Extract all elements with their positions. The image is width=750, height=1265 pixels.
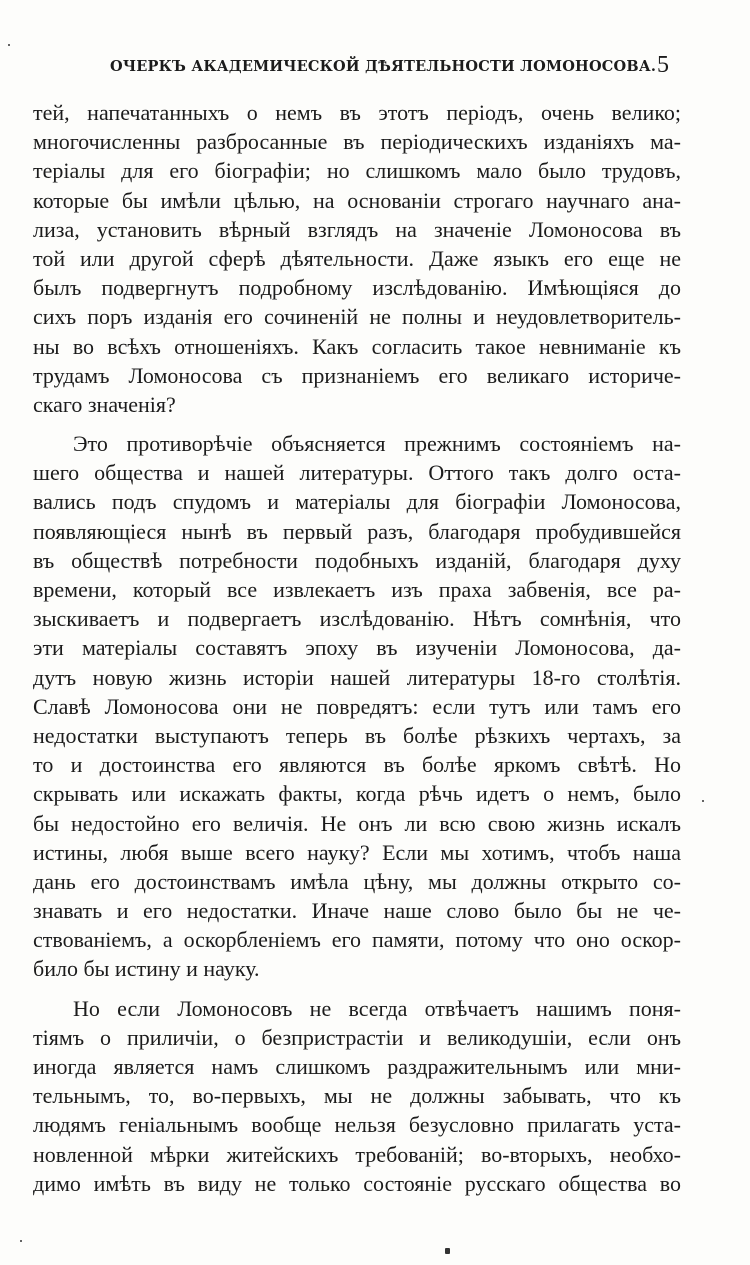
paragraph-2 [33,429,681,984]
text-line: тей, напечатанныхъ о немъ въ этотъ періодъ, очень велико; [33,100,681,125]
paragraph-1 [33,98,681,419]
text-line: знавать и его недостатки. Иначе наше слово было бы не че- [33,898,681,924]
running-title: ОЧЕРКЪ АКАДЕМИЧЕСКОЙ ДѢЯТЕЛЬНОСТИ ЛОМОНОСОВА. [110,58,657,75]
text-line: недостатки выступаютъ теперь въ болѣе рѣзкихъ чертахъ, за [33,722,681,748]
print-speck [8,44,10,46]
text-line: теріалы для его біографіи; но слишкомъ мало было трудовъ, [33,158,681,184]
paragraph-3 [33,994,681,1198]
text-line: новленной мѣрки житейскихъ требованій; во-вторыхъ, необхо- [33,1141,681,1167]
text-line: скаго значенія? [33,391,176,417]
text-line: Славѣ Ломоносова они не повредятъ: если тутъ или тамъ его [33,693,681,719]
text-line: тіямъ о приличіи, о безпристрастіи и великодушіи, если онъ [33,1024,681,1050]
text-line: въ обществѣ потребности подобныхъ изданій, благодаря духу [33,547,681,573]
text-line: Но если Ломоносовъ не всегда отвѣчаетъ нашимъ поня- [73,995,681,1021]
print-speck [702,800,704,802]
text-line: зыскиваетъ и подвергаетъ изслѣдованію. Нѣтъ сомнѣнія, что [33,606,681,632]
text-line: многочисленны разбросанные въ періодическихъ изданіяхъ ма- [33,129,681,155]
text-line: которые бы имѣли цѣлью, на основаніи строгаго научнаго ана- [33,187,681,213]
text-line: тельнымъ, то, во-первыхъ, мы не должны забывать, что къ [33,1083,681,1109]
text-line: появляющіеся нынѣ въ первый разъ, благодаря пробудившейся [33,518,681,544]
text-line: времени, который все извлекаетъ изъ праха забвенія, все ра- [33,577,681,602]
print-speck [445,1248,450,1254]
text-line: дутъ новую жизнь исторіи нашей литературы 18-го столѣтія. [33,664,681,690]
text-line: людямъ геніальнымъ вообще нельзя безусловно прилагать уста- [33,1112,681,1138]
page-number: 5 [657,52,669,78]
text-line: эти матеріалы составятъ эпоху въ изученіи Ломоносова, да- [33,635,681,661]
text-line: истины, любя выше всего науку? Если мы хотимъ, чтобъ наша [33,839,681,865]
print-speck [20,1240,22,1242]
text-line: бы недостойно его величія. Не онъ ли всю свою жизнь искалъ [33,810,681,836]
text-line: дань его достоинствамъ имѣла цѣну, мы должны открыто со- [33,868,681,894]
text-line: вались подъ спудомъ и матеріалы для біографіи Ломоносова, [33,489,681,515]
text-line: ны во всѣхъ отношеніяхъ. Какъ согласить такое невниманіе къ [33,333,681,359]
body-text [33,98,681,1198]
text-line: шего общества и нашей литературы. Оттого такъ долго оста- [33,460,681,486]
text-line: лиза, установить вѣрный взглядъ на значеніе Ломоносова въ [33,216,681,242]
text-line: Это противорѣчіе объясняется прежнимъ состояніемъ на- [73,431,681,457]
text-line: той или другой сферѣ дѣятельности. Даже языкъ его еще не [33,245,681,271]
text-line: димо имѣть въ виду не только состояніе русскаго общества во [33,1170,681,1196]
text-line: било бы истину и науку. [33,956,260,982]
text-line: иногда является намъ слишкомъ раздражительнымъ или мни- [33,1054,681,1079]
text-line: сихъ поръ изданія его сочиненій не полны и неудовлетворитель- [33,304,681,330]
text-line: былъ подвергнутъ подробному изслѣдованію. Имѣющіяся до [33,275,681,301]
text-line: ствованіемъ, а оскорбленіемъ его памяти, потому что оно оскор- [33,927,681,953]
text-line: то и достоинства его являются въ болѣе яркомъ свѣтѣ. Но [33,752,681,778]
text-line: трудамъ Ломоносова съ признаніемъ его великаго историче- [33,362,681,388]
text-line: скрывать или искажать факты, когда рѣчь идетъ о немъ, было [33,781,681,807]
